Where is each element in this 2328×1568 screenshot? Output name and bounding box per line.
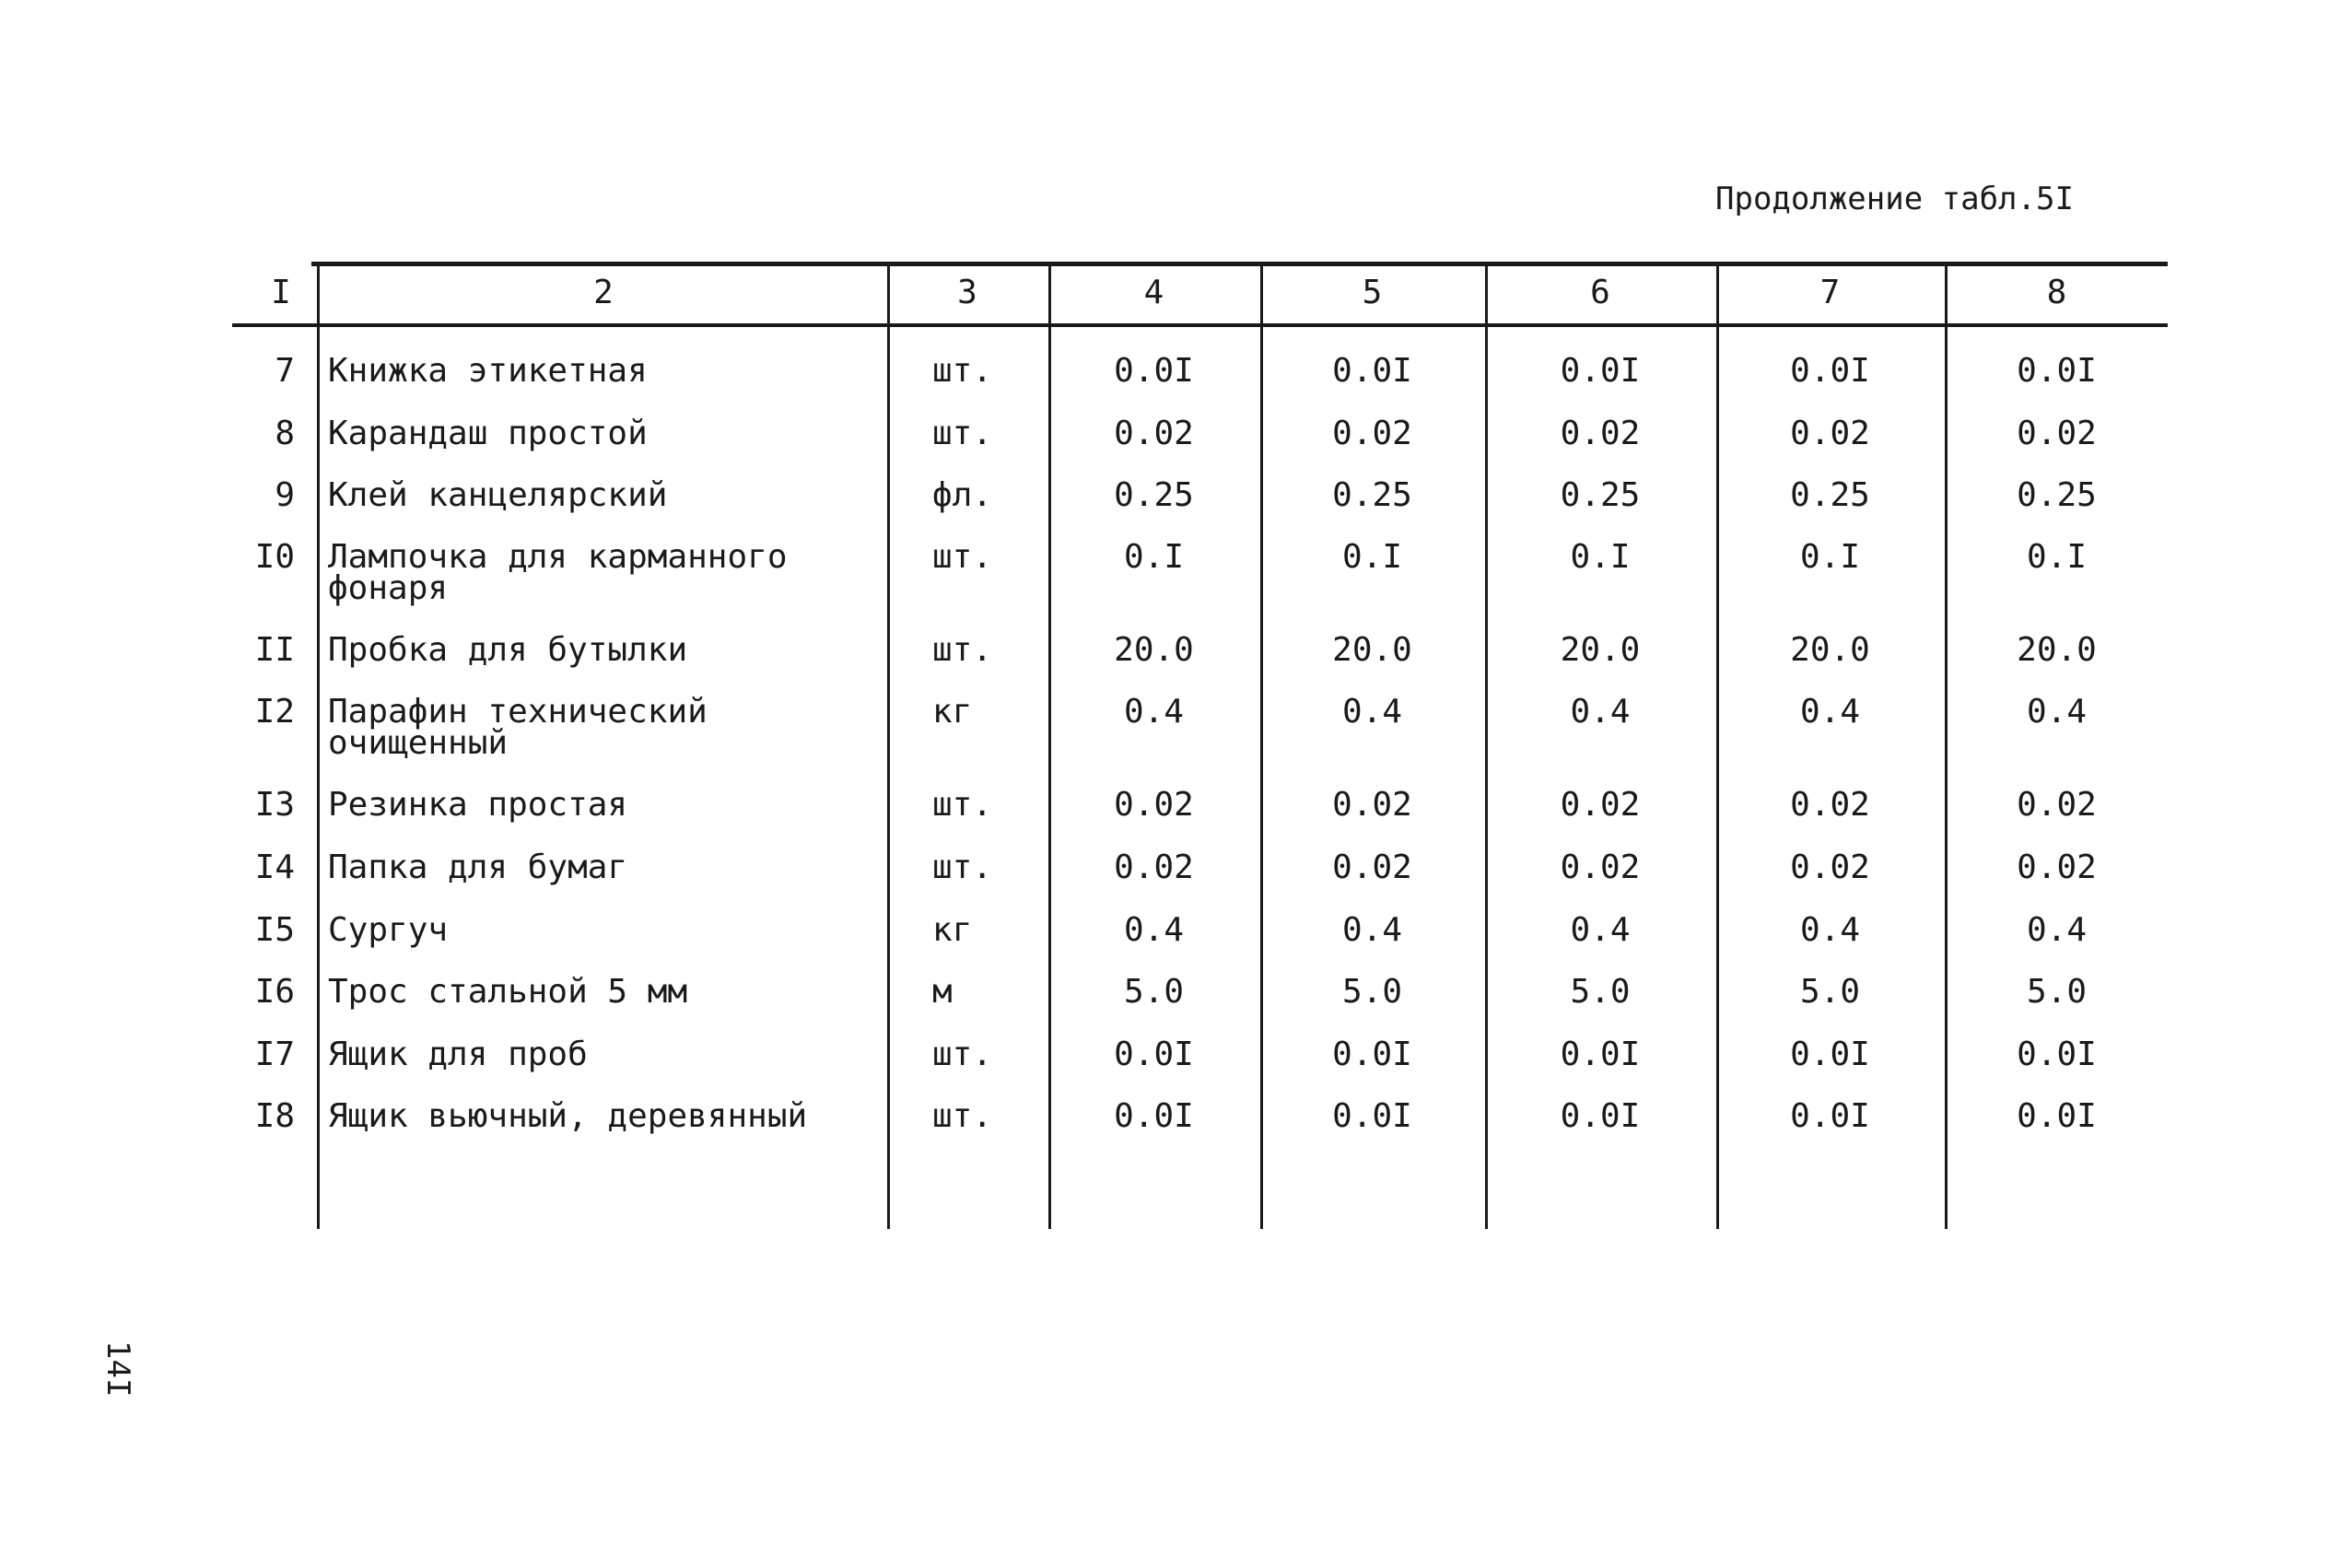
- value-col-7: 5.0: [1799, 973, 1861, 1011]
- value-col-7: 0.02: [1790, 848, 1870, 886]
- unit: шт.: [932, 631, 993, 669]
- header-bottom-rule: [232, 323, 2168, 327]
- value-col-6: 0.02: [1560, 786, 1641, 824]
- item-name: Ящик для проб: [328, 1036, 588, 1073]
- row-number: II: [254, 631, 295, 669]
- value-col-4: 0.I: [1123, 538, 1185, 576]
- value-col-8: 20.0: [2017, 631, 2097, 669]
- item-name: Папка для бумаг: [328, 848, 628, 886]
- header-cell-6: 6: [1590, 274, 1610, 311]
- column-rule-2: [887, 263, 890, 1229]
- unit: шт.: [932, 848, 993, 886]
- row-number: I5: [254, 911, 295, 949]
- column-rule-4: [1260, 263, 1263, 1229]
- unit: шт.: [932, 1036, 993, 1073]
- value-col-5: 0.0I: [1332, 352, 1412, 390]
- page-number: 14I: [99, 1340, 136, 1398]
- value-col-5: 0.0I: [1332, 1097, 1412, 1135]
- header-cell-3: 3: [957, 274, 977, 311]
- unit: м: [932, 973, 953, 1011]
- row-number: I4: [254, 848, 295, 886]
- item-name: Сургуч: [328, 911, 449, 949]
- value-col-4: 0.02: [1114, 415, 1194, 452]
- header-cell-2: 2: [593, 274, 614, 311]
- row-number: I8: [254, 1097, 295, 1135]
- column-rule-3: [1048, 263, 1051, 1229]
- unit: шт.: [932, 352, 993, 390]
- value-col-5: 5.0: [1341, 973, 1403, 1011]
- item-name: Парафин технический очищенный: [328, 693, 708, 762]
- row-number: 9: [275, 476, 295, 514]
- unit: кг: [932, 693, 973, 731]
- item-name: Резинка простая: [328, 786, 628, 824]
- unit: фл.: [932, 476, 993, 514]
- value-col-7: 0.0I: [1790, 352, 1870, 390]
- item-name: Пробка для бутылки: [328, 631, 688, 669]
- row-number: I7: [254, 1036, 295, 1073]
- item-name: Лампочка для карманного фонаря: [328, 538, 788, 607]
- header-cell-1: I: [271, 274, 291, 311]
- header-cell-8: 8: [2046, 274, 2067, 311]
- value-col-4: 20.0: [1114, 631, 1194, 669]
- value-col-4: 5.0: [1123, 973, 1185, 1011]
- value-col-4: 0.25: [1114, 476, 1194, 514]
- value-col-4: 0.4: [1123, 693, 1185, 731]
- value-col-4: 0.0I: [1114, 1097, 1194, 1135]
- value-col-5: 0.4: [1341, 911, 1403, 949]
- value-col-5: 0.I: [1341, 538, 1403, 576]
- column-rule-6: [1716, 263, 1719, 1229]
- item-name: Трос стальной 5 мм: [328, 973, 688, 1011]
- value-col-6: 20.0: [1560, 631, 1641, 669]
- value-col-7: 0.I: [1799, 538, 1861, 576]
- value-col-6: 0.25: [1560, 476, 1641, 514]
- value-col-6: 0.02: [1560, 415, 1641, 452]
- value-col-6: 0.0I: [1560, 1036, 1641, 1073]
- value-col-7: 0.25: [1790, 476, 1870, 514]
- value-col-6: 0.I: [1570, 538, 1631, 576]
- column-rule-7: [1945, 263, 1948, 1229]
- value-col-7: 20.0: [1790, 631, 1870, 669]
- value-col-7: 0.02: [1790, 786, 1870, 824]
- value-col-6: 0.0I: [1560, 352, 1641, 390]
- value-col-7: 0.4: [1799, 693, 1861, 731]
- row-number: I3: [254, 786, 295, 824]
- row-number: I6: [254, 973, 295, 1011]
- value-col-8: 0.4: [2026, 911, 2088, 949]
- value-col-5: 20.0: [1332, 631, 1412, 669]
- header-cell-7: 7: [1819, 274, 1841, 311]
- row-number: 7: [275, 352, 295, 390]
- value-col-5: 0.02: [1332, 415, 1412, 452]
- unit: шт.: [932, 786, 993, 824]
- column-rule-1: [317, 263, 320, 1229]
- header-cell-4: 4: [1143, 274, 1164, 311]
- value-col-7: 0.4: [1799, 911, 1861, 949]
- column-rule-5: [1485, 263, 1488, 1229]
- value-col-7: 0.0I: [1790, 1036, 1870, 1073]
- item-name: Книжка этикетная: [328, 352, 648, 390]
- value-col-6: 0.4: [1570, 911, 1631, 949]
- header-cell-5: 5: [1362, 274, 1383, 311]
- value-col-8: 0.0I: [2017, 352, 2097, 390]
- row-number: I2: [254, 693, 295, 731]
- value-col-6: 0.4: [1570, 693, 1631, 731]
- unit: шт.: [932, 1097, 993, 1135]
- value-col-5: 0.02: [1332, 786, 1412, 824]
- value-col-6: 0.0I: [1560, 1097, 1641, 1135]
- value-col-8: 0.25: [2017, 476, 2097, 514]
- table-top-rule: [311, 262, 2168, 266]
- value-col-8: 0.02: [2017, 415, 2097, 452]
- value-col-5: 0.02: [1332, 848, 1412, 886]
- unit: шт.: [932, 538, 993, 576]
- value-col-8: 5.0: [2026, 973, 2088, 1011]
- value-col-7: 0.02: [1790, 415, 1870, 452]
- value-col-8: 0.02: [2017, 848, 2097, 886]
- item-name: Карандаш простой: [328, 415, 648, 452]
- value-col-6: 5.0: [1570, 973, 1631, 1011]
- unit: кг: [932, 911, 973, 949]
- value-col-8: 0.0I: [2017, 1097, 2097, 1135]
- item-name: Ящик вьючный, деревянный: [328, 1097, 808, 1135]
- value-col-5: 0.0I: [1332, 1036, 1412, 1073]
- value-col-4: 0.02: [1114, 848, 1194, 886]
- row-number: 8: [275, 415, 295, 452]
- value-col-6: 0.02: [1560, 848, 1641, 886]
- row-number: I0: [254, 538, 295, 576]
- table-caption: Продолжение табл.5I: [1715, 181, 2074, 217]
- value-col-4: 0.4: [1123, 911, 1185, 949]
- value-col-8: 0.02: [2017, 786, 2097, 824]
- value-col-5: 0.25: [1332, 476, 1412, 514]
- value-col-8: 0.0I: [2017, 1036, 2097, 1073]
- unit: шт.: [932, 415, 993, 452]
- value-col-8: 0.I: [2026, 538, 2088, 576]
- value-col-5: 0.4: [1341, 693, 1403, 731]
- value-col-8: 0.4: [2026, 693, 2088, 731]
- item-name: Клей канцелярский: [328, 476, 668, 514]
- value-col-4: 0.0I: [1114, 1036, 1194, 1073]
- value-col-4: 0.0I: [1114, 352, 1194, 390]
- value-col-4: 0.02: [1114, 786, 1194, 824]
- value-col-7: 0.0I: [1790, 1097, 1870, 1135]
